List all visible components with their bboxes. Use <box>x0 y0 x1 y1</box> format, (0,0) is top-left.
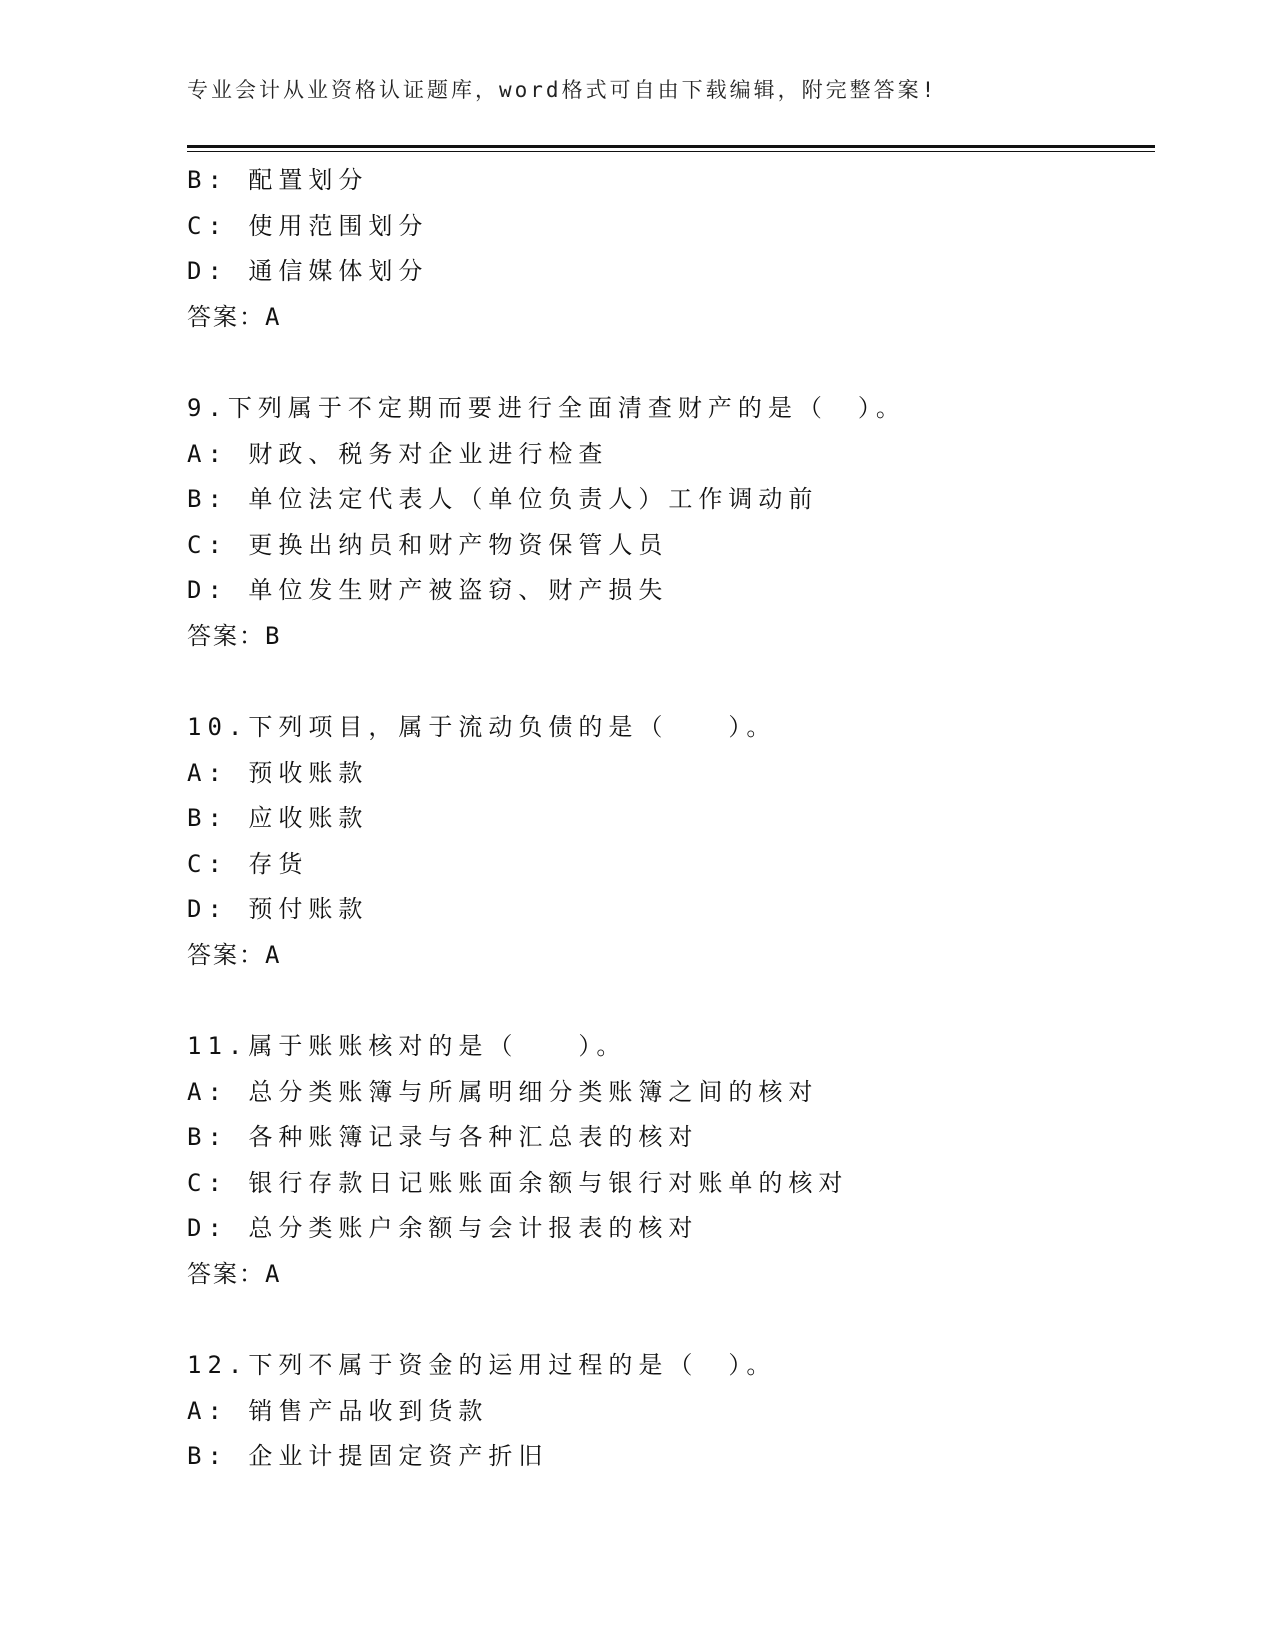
option-d: D: 总分类账户余额与会计报表的核对 <box>187 1214 699 1242</box>
question-10 <box>187 705 1155 978</box>
spacer <box>187 340 1155 386</box>
header-rule-thick <box>187 145 1155 148</box>
option-d: D: 预付账款 <box>187 895 369 923</box>
option-b: B: 配置划分 <box>187 166 369 194</box>
question-content <box>187 158 1155 1480</box>
option-b: B: 应收账款 <box>187 804 369 832</box>
option-b: B: 各种账簿记录与各种汇总表的核对 <box>187 1123 699 1151</box>
option-c: C: 更换出纳员和财产物资保管人员 <box>187 530 669 559</box>
option-c: C: 使用范围划分 <box>187 211 429 240</box>
question-12 <box>187 1343 1155 1480</box>
option-c: C: 银行存款日记账账面余额与银行对账单的核对 <box>187 1168 849 1197</box>
option-d: D: 通信媒体划分 <box>187 257 429 285</box>
option-a: A: 预收账款 <box>187 758 369 787</box>
continued-question <box>187 158 1155 340</box>
option-d: D: 单位发生财产被盗窃、财产损失 <box>187 576 669 604</box>
spacer <box>187 659 1155 705</box>
answer: 答案：B <box>187 621 282 650</box>
question-stem: 11.属于账账核对的是（ ）。 <box>187 1032 627 1060</box>
option-c: C: 存货 <box>187 849 309 878</box>
spacer <box>187 1297 1155 1343</box>
answer: 答案：A <box>187 302 282 331</box>
option-a: A: 销售产品收到货款 <box>187 1396 489 1425</box>
question-stem: 12.下列不属于资金的运用过程的是（ ）。 <box>187 1351 777 1379</box>
option-b: B: 单位法定代表人（单位负责人）工作调动前 <box>187 485 819 513</box>
question-11 <box>187 1024 1155 1297</box>
answer: 答案：A <box>187 1259 282 1288</box>
page-header: 专业会计从业资格认证题库，word格式可自由下载编辑，附完整答案! <box>187 78 938 102</box>
answer: 答案：A <box>187 940 282 969</box>
question-9 <box>187 386 1155 659</box>
option-a: A: 总分类账簿与所属明细分类账簿之间的核对 <box>187 1077 819 1106</box>
header-rule-thin <box>187 151 1155 152</box>
option-a: A: 财政、税务对企业进行检查 <box>187 439 609 468</box>
spacer <box>187 978 1155 1024</box>
question-stem: 9.下列属于不定期而要进行全面清查财产的是（ ）。 <box>187 394 906 422</box>
option-b: B: 企业计提固定资产折旧 <box>187 1442 549 1470</box>
question-stem: 10.下列项目，属于流动负债的是（ ）。 <box>187 713 777 741</box>
